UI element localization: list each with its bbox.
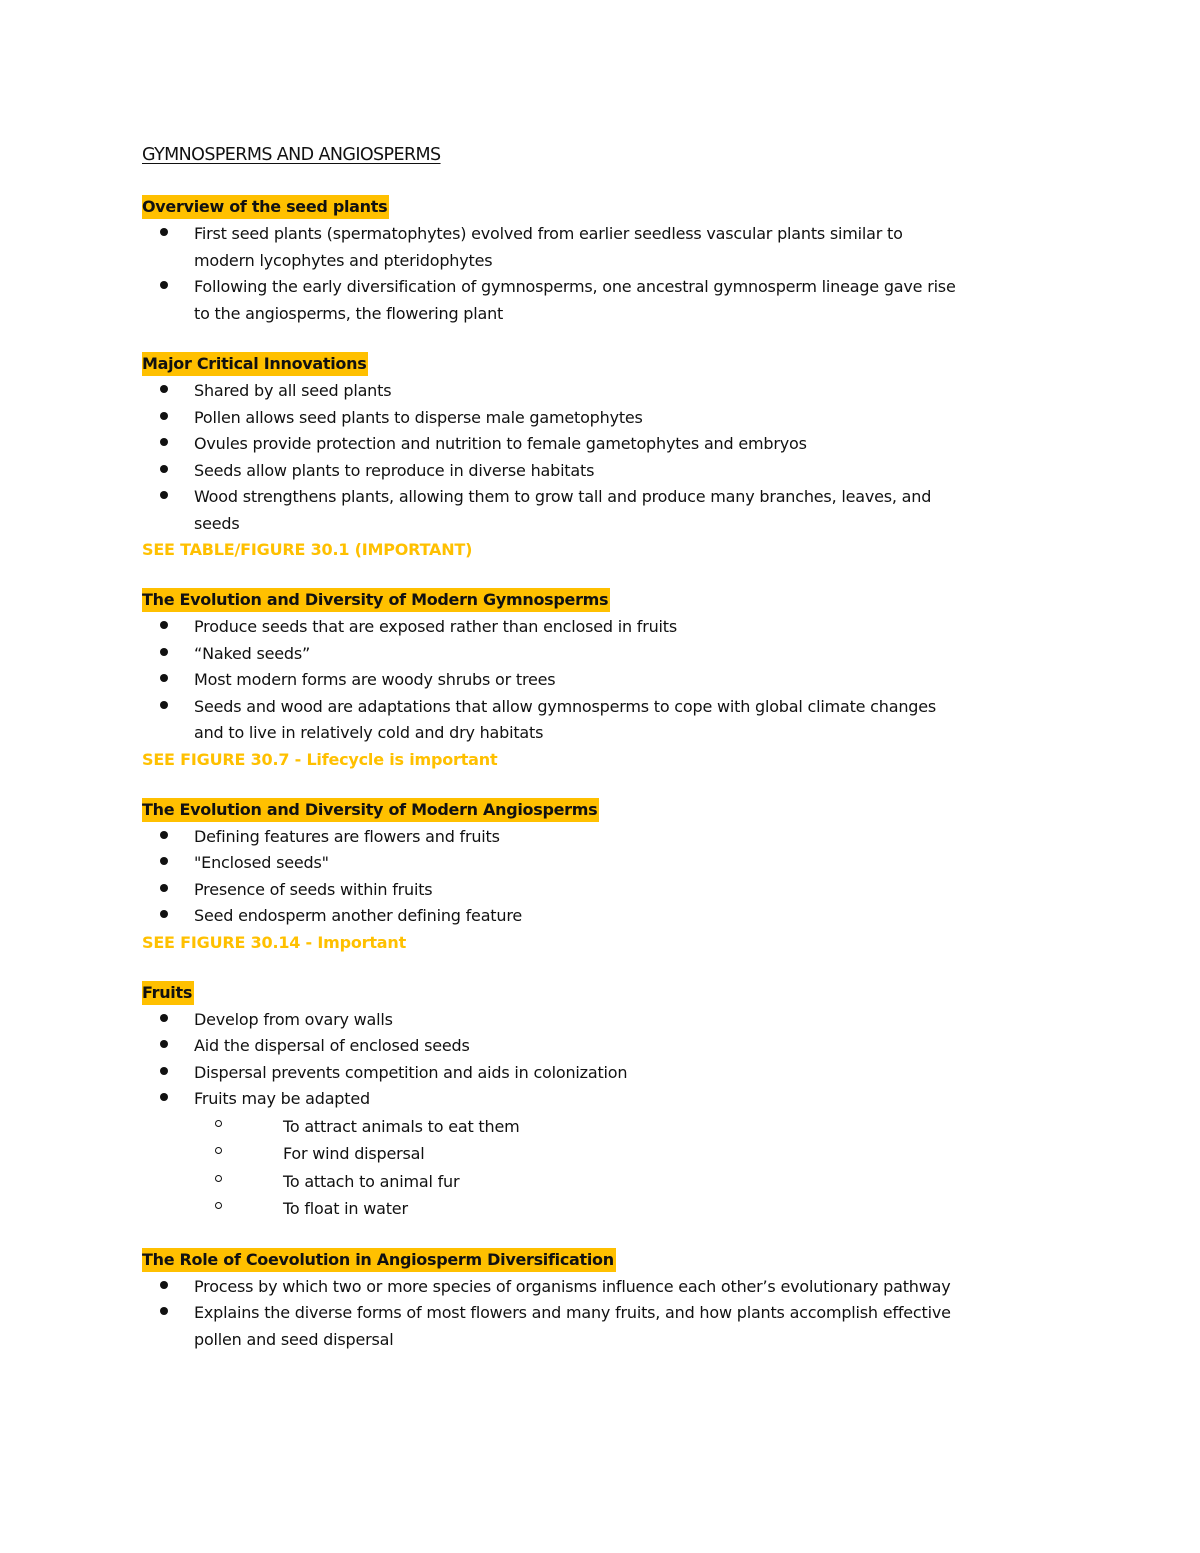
section bbox=[142, 798, 1062, 956]
see-figure-note: SEE FIGURE 30.7 - Lifecycle is important bbox=[142, 749, 498, 769]
list-item bbox=[142, 221, 1062, 274]
see-figure-note: SEE FIGURE 30.14 - Important bbox=[142, 932, 407, 952]
list-item bbox=[142, 484, 1062, 537]
sub-bullet-text: For wind dispersal bbox=[283, 1144, 425, 1163]
bullet-icon bbox=[160, 438, 168, 446]
section bbox=[142, 1248, 1062, 1354]
sub-bullet-text: To float in water bbox=[283, 1199, 408, 1218]
list-item bbox=[142, 694, 1062, 747]
bullet-list bbox=[142, 378, 1062, 537]
bullet-text-continuation: modern lycophytes and pteridophytes bbox=[194, 250, 493, 270]
section-heading: The Role of Coevolution in Angiosperm Diversification bbox=[142, 1248, 616, 1272]
bullet-text: Most modern forms are woody shrubs or trees bbox=[194, 670, 556, 689]
list-item bbox=[142, 1300, 1062, 1353]
section-heading: Major Critical Innovations bbox=[142, 352, 368, 376]
see-figure-note: SEE TABLE/FIGURE 30.1 (IMPORTANT) bbox=[142, 540, 473, 559]
list-item bbox=[142, 903, 1062, 930]
bullet-text: “Naked seeds” bbox=[194, 643, 311, 663]
bullet-row bbox=[142, 221, 1062, 274]
bullet-text: Wood strengthens plants, allowing them to grow tall and produce many branches, leaves, and bbox=[194, 487, 932, 506]
bullet-text: Seeds allow plants to reproduce in diverse habitats bbox=[194, 460, 595, 480]
list-item bbox=[142, 378, 1062, 405]
bullet-icon bbox=[160, 1014, 168, 1022]
hollow-circle-bullet-icon bbox=[215, 1147, 222, 1154]
bullet-icon bbox=[160, 465, 168, 473]
list-item bbox=[142, 850, 1062, 877]
hollow-circle-bullet-icon bbox=[215, 1202, 222, 1209]
section-heading: The Evolution and Diversity of Modern Gymnosperms bbox=[142, 588, 610, 612]
bullet-text: Presence of seeds within fruits bbox=[194, 879, 433, 899]
hollow-circle-bullet-icon bbox=[215, 1120, 222, 1127]
bullet-list bbox=[142, 1007, 1062, 1223]
list-item bbox=[142, 1060, 1062, 1087]
sub-bullet-text: To attach to animal fur bbox=[283, 1171, 460, 1191]
document-body bbox=[142, 140, 1062, 1378]
bullet-text-continuation: pollen and seed dispersal bbox=[194, 1329, 394, 1349]
bullet-row bbox=[142, 1300, 1062, 1353]
bullet-icon bbox=[160, 1040, 168, 1048]
bullet-text-continuation: seeds bbox=[194, 513, 240, 533]
bullet-text: Produce seeds that are exposed rather than enclosed in fruits bbox=[194, 617, 678, 636]
bullet-text: Seed endosperm another defining feature bbox=[194, 906, 522, 925]
list-item bbox=[142, 274, 1062, 327]
bullet-icon bbox=[160, 1093, 168, 1101]
bullet-text: Explains the diverse forms of most flowers and many fruits, and how plants accomplish effective bbox=[194, 1303, 951, 1322]
bullet-icon bbox=[160, 910, 168, 918]
bullet-list bbox=[142, 221, 1062, 327]
bullet-icon bbox=[160, 385, 168, 393]
bullet-text: Process by which two or more species of organisms influence each other’s evolutionary pathway bbox=[194, 1276, 951, 1296]
bullet-icon bbox=[160, 412, 168, 420]
bullet-icon bbox=[160, 228, 168, 236]
bullet-text: Shared by all seed plants bbox=[194, 381, 392, 400]
bullet-row bbox=[142, 431, 1062, 458]
bullet-row bbox=[142, 1060, 1062, 1087]
bullet-text: Aid the dispersal of enclosed seeds bbox=[194, 1036, 470, 1055]
list-item bbox=[142, 667, 1062, 694]
list-item bbox=[142, 641, 1062, 668]
sub-list-item bbox=[142, 1140, 1062, 1168]
bullet-text: Seeds and wood are adaptations that allow gymnosperms to cope with global climate changes bbox=[194, 696, 936, 716]
bullet-icon bbox=[160, 1067, 168, 1075]
bullet-icon bbox=[160, 831, 168, 839]
list-item bbox=[142, 458, 1062, 485]
bullet-text: Ovules provide protection and nutrition to female gametophytes and embryos bbox=[194, 434, 807, 453]
bullet-row bbox=[142, 641, 1062, 668]
list-item bbox=[142, 824, 1062, 851]
list-item bbox=[142, 1033, 1062, 1060]
bullet-row bbox=[142, 850, 1062, 877]
bullet-text: Develop from ovary walls bbox=[194, 1009, 393, 1029]
bullet-row bbox=[142, 614, 1062, 641]
bullet-icon bbox=[160, 857, 168, 865]
bullet-icon bbox=[160, 674, 168, 682]
bullet-row bbox=[142, 1086, 1062, 1113]
bullet-list bbox=[142, 824, 1062, 930]
bullet-row bbox=[142, 405, 1062, 432]
bullet-row bbox=[142, 458, 1062, 485]
bullet-text: First seed plants (spermatophytes) evolved from earlier seedless vascular plants similar to bbox=[194, 224, 903, 243]
section bbox=[142, 352, 1062, 563]
section-heading: Overview of the seed plants bbox=[142, 195, 389, 219]
bullet-text: Pollen allows seed plants to disperse male gametophytes bbox=[194, 407, 643, 427]
sub-list-item bbox=[142, 1168, 1062, 1196]
bullet-icon bbox=[160, 884, 168, 892]
list-item bbox=[142, 405, 1062, 432]
section bbox=[142, 981, 1062, 1223]
section-heading: Fruits bbox=[142, 981, 194, 1005]
section bbox=[142, 195, 1062, 327]
bullet-row bbox=[142, 484, 1062, 537]
bullet-row bbox=[142, 1033, 1062, 1060]
list-item bbox=[142, 1274, 1062, 1301]
hollow-circle-bullet-icon bbox=[215, 1175, 222, 1182]
bullet-row bbox=[142, 1007, 1062, 1034]
sections-container bbox=[142, 195, 1062, 1353]
list-item bbox=[142, 1007, 1062, 1034]
bullet-text-continuation: and to live in relatively cold and dry habitats bbox=[194, 723, 544, 742]
bullet-row bbox=[142, 694, 1062, 747]
bullet-row bbox=[142, 667, 1062, 694]
bullet-text: Defining features are flowers and fruits bbox=[194, 826, 500, 846]
sub-bullet-text: To attract animals to eat them bbox=[283, 1116, 520, 1136]
list-item bbox=[142, 877, 1062, 904]
bullet-text: Fruits may be adapted bbox=[194, 1089, 370, 1108]
list-item bbox=[142, 431, 1062, 458]
bullet-text: Dispersal prevents competition and aids in colonization bbox=[194, 1062, 628, 1082]
bullet-list bbox=[142, 614, 1062, 747]
sub-list-item bbox=[142, 1195, 1062, 1223]
sub-bullet-list bbox=[142, 1113, 1062, 1223]
bullet-icon bbox=[160, 1307, 168, 1315]
bullet-list bbox=[142, 1274, 1062, 1354]
bullet-icon bbox=[160, 648, 168, 656]
list-item bbox=[142, 614, 1062, 641]
bullet-row bbox=[142, 378, 1062, 405]
bullet-icon bbox=[160, 621, 168, 629]
bullet-icon bbox=[160, 281, 168, 289]
bullet-row bbox=[142, 903, 1062, 930]
bullet-row bbox=[142, 1274, 1062, 1301]
bullet-row bbox=[142, 877, 1062, 904]
document-title: GYMNOSPERMS AND ANGIOSPERMS bbox=[142, 145, 441, 165]
bullet-row bbox=[142, 274, 1062, 327]
sub-list-item bbox=[142, 1113, 1062, 1141]
list-item bbox=[142, 1086, 1062, 1223]
bullet-icon bbox=[160, 1281, 168, 1289]
bullet-text-continuation: to the angiosperms, the flowering plant bbox=[194, 303, 504, 323]
section bbox=[142, 588, 1062, 773]
bullet-icon bbox=[160, 701, 168, 709]
bullet-text: Following the early diversification of gymnosperms, one ancestral gymnosperm lineage gave rise bbox=[194, 277, 956, 296]
section-heading: The Evolution and Diversity of Modern Angiosperms bbox=[142, 798, 599, 822]
bullet-icon bbox=[160, 491, 168, 499]
bullet-row bbox=[142, 824, 1062, 851]
bullet-text: "Enclosed seeds" bbox=[194, 853, 329, 872]
